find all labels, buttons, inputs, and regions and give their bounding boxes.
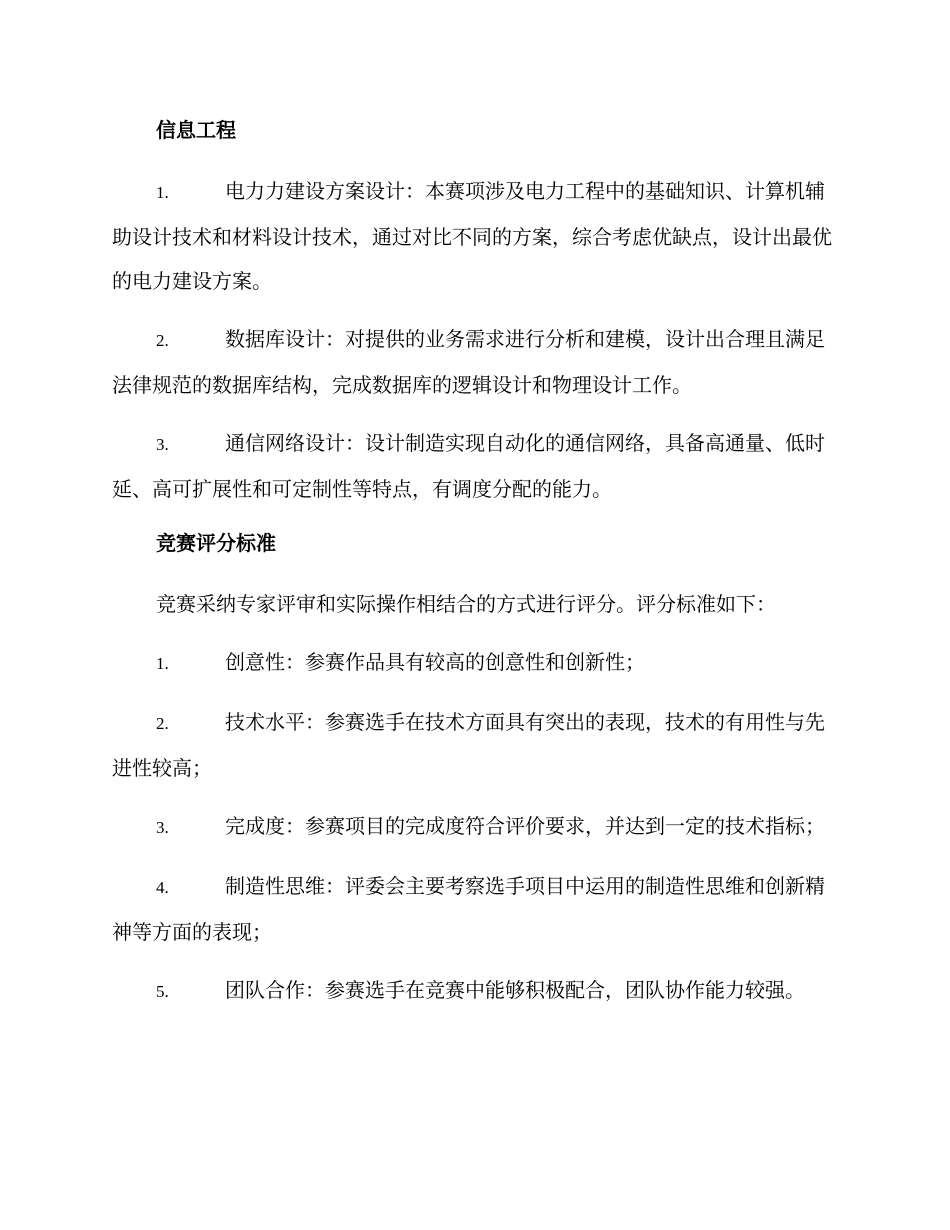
list-item — [112, 804, 837, 850]
list-item — [112, 317, 837, 407]
list-item-number: 3. — [156, 818, 169, 837]
list-item — [112, 640, 837, 686]
list-item-number: 4. — [156, 878, 169, 897]
list-item-text: 技术水平：参赛选手在技术方面具有突出的表现，技术的有用性与先进性较高； — [112, 710, 825, 780]
list-item-number: 2. — [156, 714, 169, 733]
list-item-text: 创意性：参赛作品具有较高的创意性和创新性； — [225, 650, 645, 674]
list-item-text: 数据库设计：对提供的业务需求进行分析和建模，设计出合理且满足法律规范的数据库结构，完成数据库的逻辑设计和物理设计工作。 — [112, 327, 825, 397]
list-item-text: 团队合作：参赛选手在竞赛中能够积极配合，团队协作能力较强。 — [225, 978, 805, 1002]
list-item — [112, 421, 837, 511]
list-item-text: 制造性思维：评委会主要考察选手项目中运用的制造性思维和创新精神等方面的表现； — [112, 874, 825, 944]
section-heading-scoring-criteria: 竞赛评分标准 — [156, 531, 276, 555]
list-item-number: 3. — [156, 435, 169, 454]
list-item-number: 5. — [156, 982, 169, 1001]
list-item-number: 2. — [156, 331, 169, 350]
list-item-number: 1. — [156, 183, 169, 202]
intro-paragraph: 竞赛采纳专家评审和实际操作相结合的方式进行评分。评分标准如下： — [156, 592, 776, 616]
document-body — [112, 112, 837, 1028]
list-item-text: 电力力建设方案设计：本赛项涉及电力工程中的基础知识、计算机辅助设计技术和材料设计技术，通过对比不同的方案，综合考虑优缺点，设计出最优的电力建设方案。 — [112, 179, 832, 293]
list-item — [112, 700, 837, 790]
section-heading-info-engineering: 信息工程 — [156, 118, 236, 142]
list-item — [112, 968, 837, 1014]
list-item — [112, 169, 837, 303]
list-item-number: 1. — [156, 654, 169, 673]
list-item-text: 通信网络设计：设计制造实现自动化的通信网络，具备高通量、低时延、高可扩展性和可定制性等特点，有调度分配的能力。 — [112, 431, 825, 501]
list-item-text: 完成度：参赛项目的完成度符合评价要求，并达到一定的技术指标； — [225, 814, 825, 838]
list-item — [112, 864, 837, 954]
